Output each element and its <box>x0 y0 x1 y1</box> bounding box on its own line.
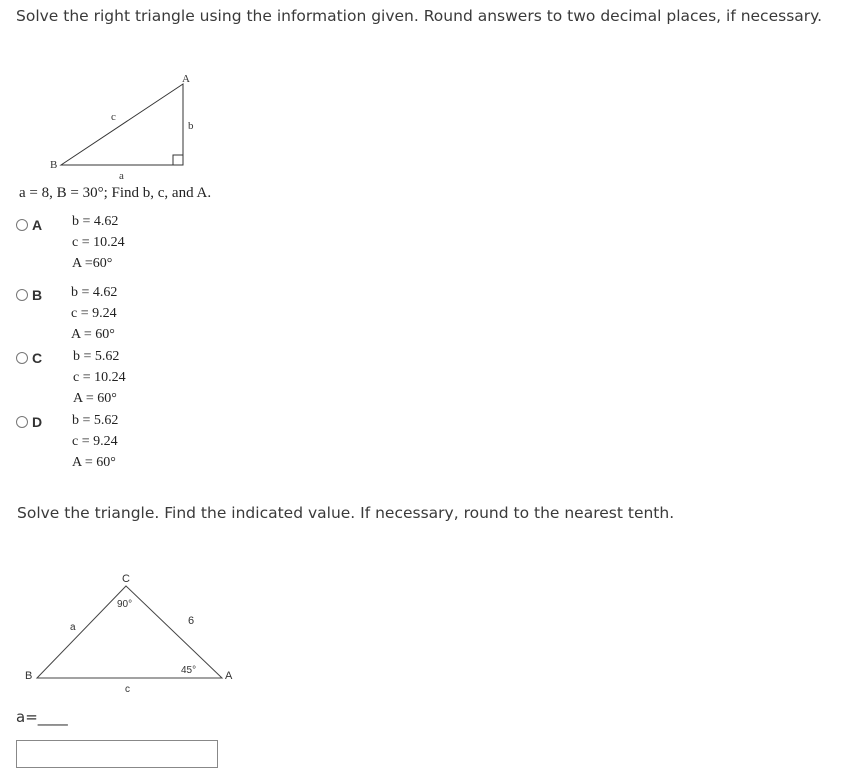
answer-prompt-label: a=____ <box>16 708 68 726</box>
option-d-line-3: A = 60° <box>72 455 116 470</box>
side-b-value: 6 <box>188 615 195 627</box>
radio-circle-icon[interactable] <box>16 352 28 364</box>
side-b-label: b <box>188 120 194 132</box>
option-letter: A <box>32 217 43 233</box>
option-c-radio[interactable] <box>16 348 42 368</box>
vertex-a-label: A <box>225 670 233 682</box>
option-letter: B <box>32 287 43 303</box>
option-a-line-3: A =60° <box>72 256 113 271</box>
angle-a-label: 45° <box>181 665 197 676</box>
question1-prompt: Solve the right triangle using the information given. Round answers to two decimal places, if necessary. <box>16 7 823 25</box>
option-d-line-1: b = 5.62 <box>72 413 119 428</box>
side-c-label: c <box>111 111 116 123</box>
right-angle-marker <box>173 155 183 165</box>
option-b-line-2: c = 9.24 <box>71 306 117 321</box>
side-a-label: a <box>119 170 124 182</box>
given-values: a = 8, B = 30°; Find b, c, and A. <box>19 185 212 201</box>
option-a-line-1: b = 4.62 <box>72 214 119 229</box>
angle-c-label: 90° <box>117 599 133 610</box>
triangle-figure-2 <box>20 566 242 692</box>
option-c-line-3: A = 60° <box>73 391 117 406</box>
option-b-radio[interactable] <box>16 285 42 305</box>
triangle-shape <box>61 84 183 165</box>
option-c-line-2: c = 10.24 <box>73 370 126 385</box>
option-d-line-2: c = 9.24 <box>72 434 118 449</box>
radio-circle-icon[interactable] <box>16 219 28 231</box>
vertex-c-label: C <box>122 573 130 585</box>
vertex-b-label: B <box>50 159 58 171</box>
option-a-line-2: c = 10.24 <box>72 235 125 250</box>
option-b-line-3: A = 60° <box>71 327 115 342</box>
radio-circle-icon[interactable] <box>16 289 28 301</box>
radio-circle-icon[interactable] <box>16 416 28 428</box>
option-letter: C <box>32 350 43 366</box>
answer-input[interactable] <box>16 740 218 768</box>
option-letter: D <box>32 414 43 430</box>
vertex-a-label: A <box>182 73 190 85</box>
option-c-line-1: b = 5.62 <box>73 349 120 364</box>
side-c-label: c <box>125 684 130 692</box>
option-b-line-1: b = 4.62 <box>71 285 118 300</box>
option-d-radio[interactable] <box>16 412 42 432</box>
vertex-b-label: B <box>25 670 33 682</box>
side-a-label: a <box>70 622 76 633</box>
option-a-radio[interactable] <box>16 215 42 235</box>
question2-prompt: Solve the triangle. Find the indicated value. If necessary, round to the nearest tenth. <box>17 504 675 522</box>
right-triangle-figure <box>40 66 210 184</box>
